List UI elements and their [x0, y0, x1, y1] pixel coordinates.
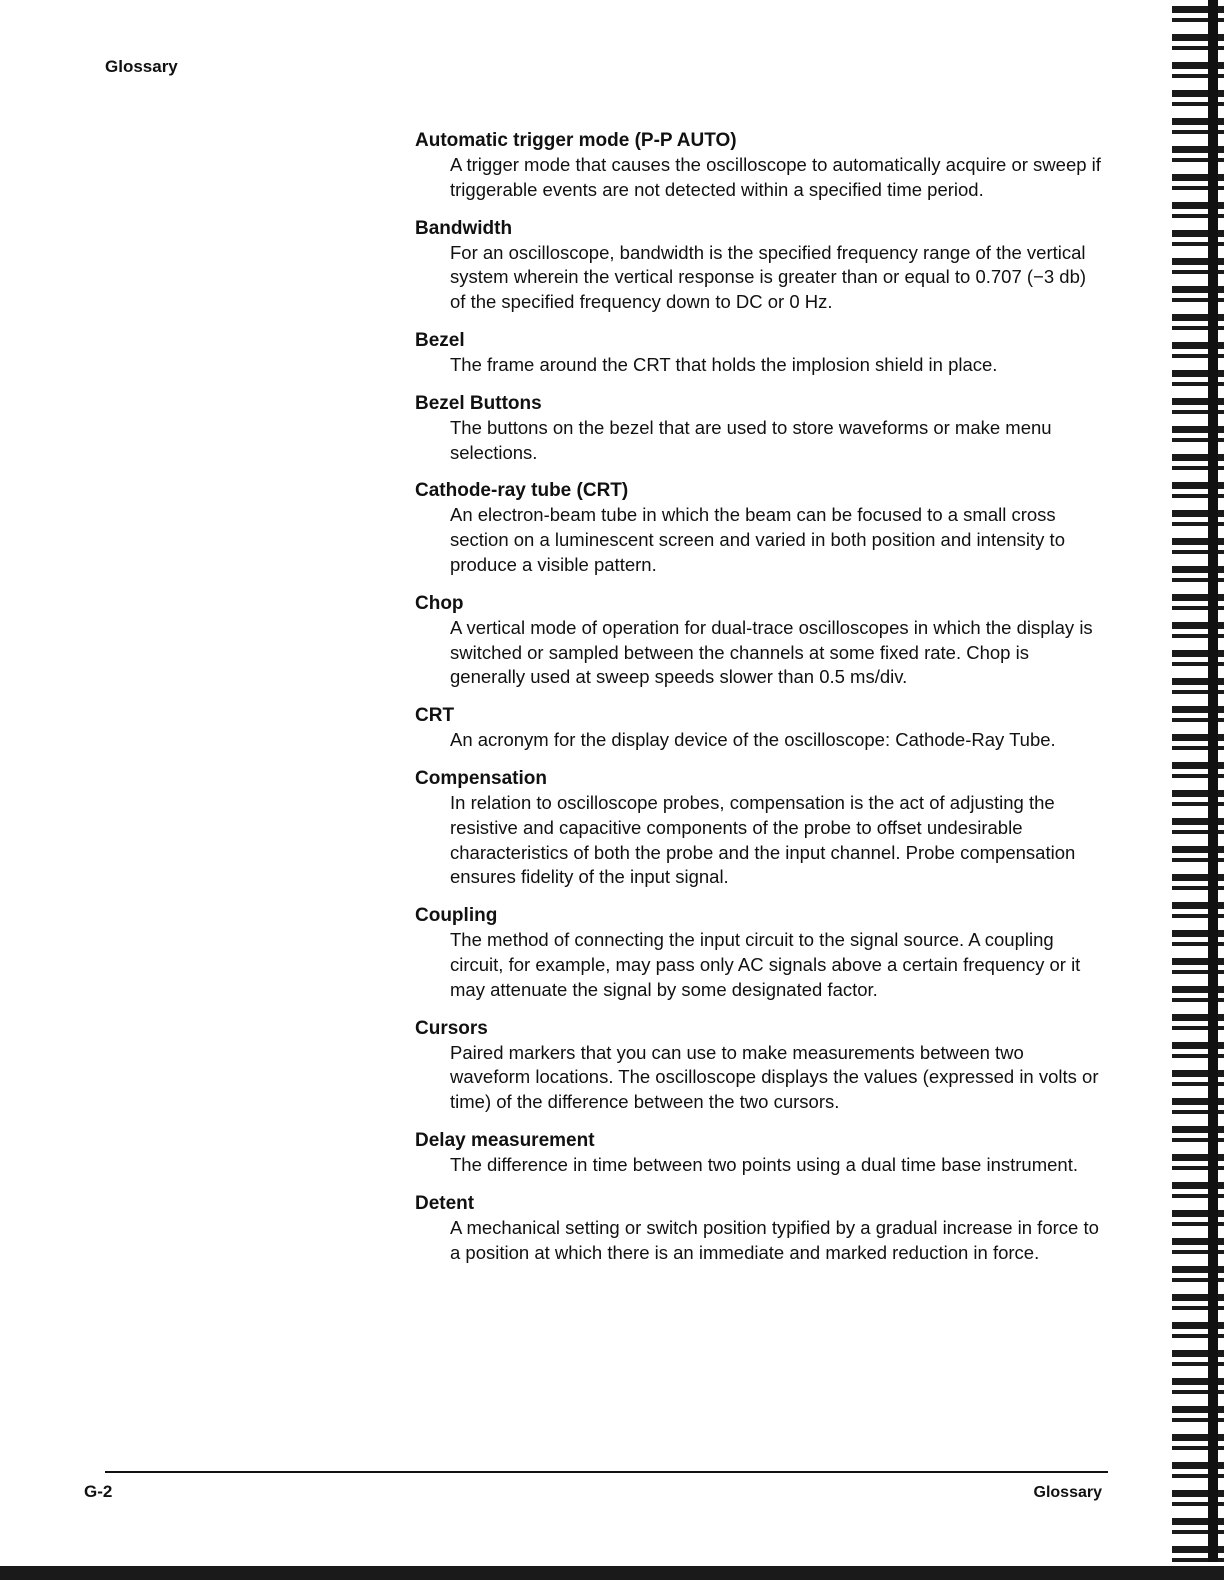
glossary-term: Compensation	[415, 767, 547, 789]
glossary-term: Cathode-ray tube (CRT)	[415, 480, 629, 502]
glossary-definition: An acronym for the display device of the oscilloscope: Cathode-Ray Tube.	[450, 729, 1056, 751]
glossary-entry	[415, 216, 1105, 315]
glossary-term: Bandwidth	[415, 217, 513, 239]
glossary-entry	[415, 128, 1105, 203]
glossary-definition: The frame around the CRT that holds the implosion shield in place.	[450, 353, 998, 375]
glossary-term: Bezel	[415, 329, 465, 351]
glossary-entry	[415, 1016, 1105, 1115]
glossary-definition: For an oscilloscope, bandwidth is the specified frequency range of the vertical system wherein the vertical response is greater than or equal to 0.707 (−3 db) of the specified frequency down to DC or 0 Hz.	[450, 241, 1087, 313]
glossary-entry	[415, 703, 1105, 753]
glossary-entry	[415, 328, 1105, 378]
glossary-entry	[415, 766, 1105, 890]
glossary-term: Delay measurement	[415, 1129, 595, 1151]
glossary-definition: An electron-beam tube in which the beam can be focused to a small cross section on a luminescent screen and varied in both position and intensity to produce a visible pattern.	[450, 504, 1065, 575]
glossary-definition: The buttons on the bezel that are used to store waveforms or make menu selections.	[450, 416, 1052, 463]
glossary-entry	[415, 1191, 1105, 1266]
glossary-term: Cursors	[415, 1017, 488, 1039]
glossary-definition: In relation to oscilloscope probes, compensation is the act of adjusting the resistive and capacitive components of the probe to offset undesirable characteristics of both the probe and the input channel. Probe compensation ensures fidelity of the input signal.	[450, 791, 1076, 888]
running-head: Glossary	[105, 57, 178, 76]
page-number: G-2	[84, 1482, 113, 1501]
glossary-term: CRT	[415, 705, 455, 727]
glossary-entry	[415, 903, 1105, 1002]
footer-section-title: Glossary	[1033, 1484, 1102, 1501]
glossary-definition: A vertical mode of operation for dual-trace oscilloscopes in which the display is switched or sampled between the channels at some fixed rate. Chop is generally used at sweep speeds slower than 0.5 ms/div.	[450, 616, 1093, 688]
glossary-term: Coupling	[415, 905, 498, 927]
glossary-definition: The difference in time between two points using a dual time base instrument.	[450, 1153, 1078, 1175]
glossary-definition: Paired markers that you can use to make measurements between two waveform locations. The oscilloscope displays the values (expressed in volts or time) of the difference between the two cursors.	[450, 1041, 1099, 1113]
binding-spine	[1208, 0, 1218, 1580]
glossary-entry	[415, 391, 1105, 466]
footer-divider	[105, 1471, 1108, 1473]
glossary-entry	[415, 1128, 1105, 1178]
glossary-term: Detent	[415, 1192, 475, 1214]
glossary-term: Bezel Buttons	[415, 392, 542, 414]
glossary-definition: A trigger mode that causes the oscilloscope to automatically acquire or sweep if triggerable events are not detected within a specified time period.	[450, 154, 1101, 200]
glossary-term: Automatic trigger mode (P-P AUTO)	[415, 130, 737, 151]
glossary-term: Chop	[415, 592, 464, 614]
glossary-entry	[415, 478, 1105, 577]
glossary-entry	[415, 591, 1105, 690]
glossary-definition: The method of connecting the input circuit to the signal source. A coupling circuit, for example, may pass only AC signals above a certain frequency or it may attenuate the signal by some designated factor.	[450, 929, 1081, 1000]
glossary-entries	[415, 128, 1105, 1278]
page-bottom-edge	[0, 1562, 1224, 1580]
glossary-definition: A mechanical setting or switch position typified by a gradual increase in force to a position at which there is an immediate and marked reduction in force.	[450, 1216, 1099, 1263]
